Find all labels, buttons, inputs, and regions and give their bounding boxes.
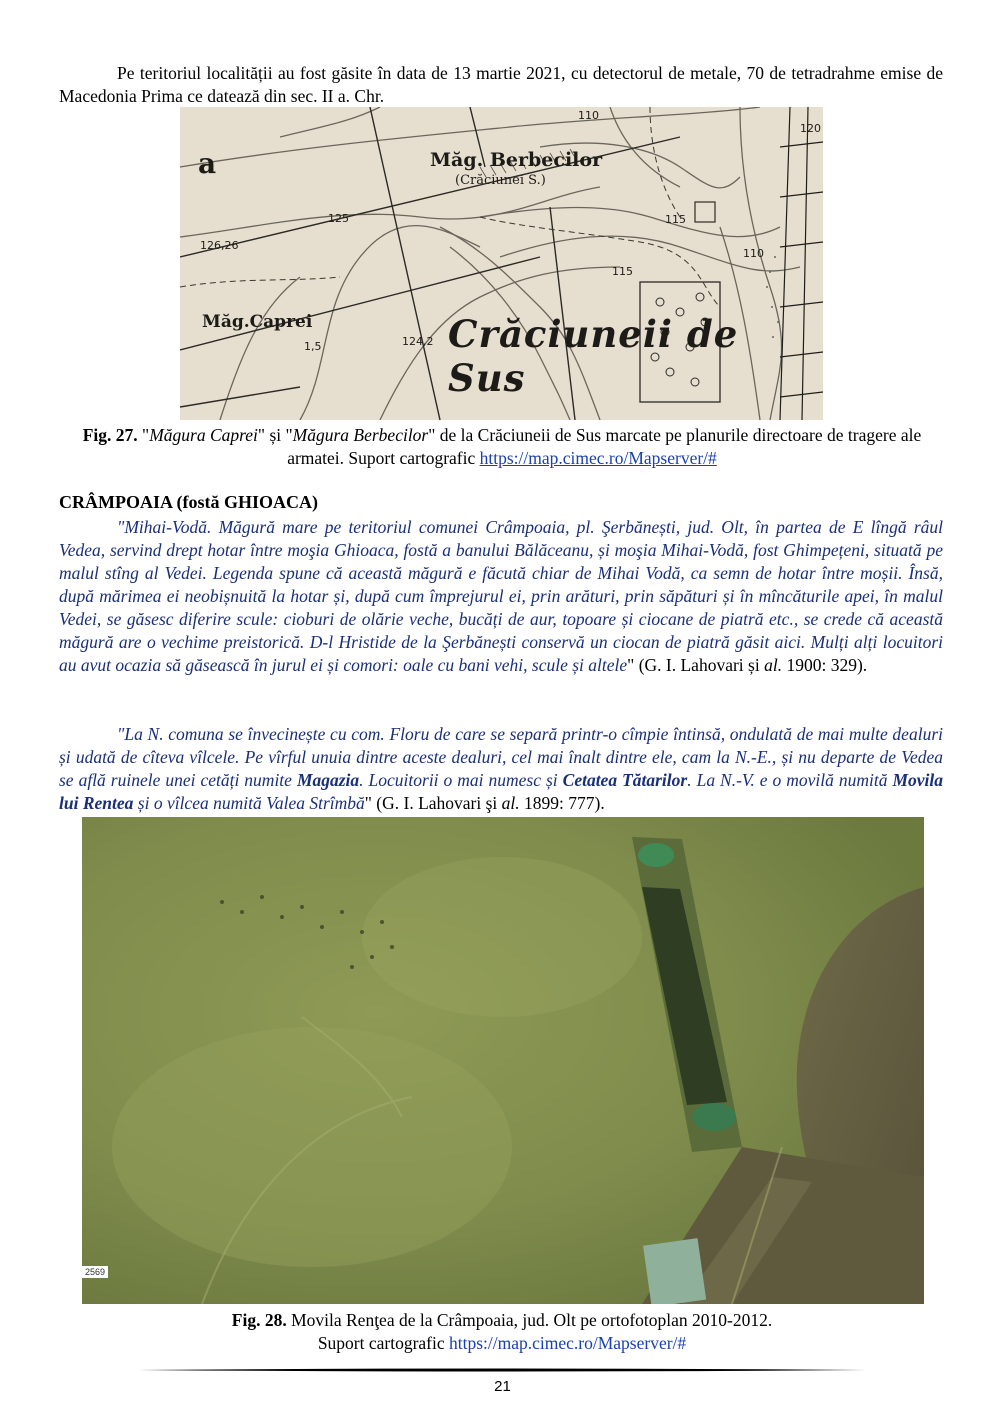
map-elevation-125: 125 — [328, 212, 349, 225]
fig28-source-link[interactable]: https://map.cimec.ro/Mapserver/# — [449, 1333, 687, 1353]
quote1-text: "Mihai-Vodă. Măgură mare pe teritoriul comunei Crâmpoaia, pl. Şerbănești, jud. Olt, în partea de E lîngă râul Vedea, servind drept hotar între moşia Ghioaca, fostă a banului Bălăceanu, și moşia Mihai-Vodă, fost Ghimpețeni, situată pe malul stîng al Vedei. Legenda spune că această măgură e făcută chiar de Mihai Vodă, ca semn de hotar între moșii. Însă, după mărimea ei neobișnuită la hotar și, după cum împrejurul ei, prin arături, prin săpături și în mîncăturile apei, în malul Vedei, se găsesc diferire scule: cioburi de olărie veche, bucăți de aur, topoare și ciocane de piatră etc., se crede că această măgură are o vechime preistorică. D-l Hristide de la Şerbănești conservă un ciocan de piatră găsit aici. Mulți alți locuitori au avut ocazia să găsească în jurul ei și comori: oale cu bani vehi, scule și altele — [59, 517, 943, 675]
section-heading: CRÂMPOAIA (fostă GHIOACA) — [59, 492, 318, 512]
cite2-b: 1899: 777). — [519, 793, 605, 813]
fig27-q2: Măgura Berbecilor — [292, 425, 429, 445]
map-elevation-110b: 110 — [743, 247, 764, 260]
photo-id-label: 2569 — [82, 1266, 108, 1278]
quote2-c: . La N.-V. e o movilă numită — [687, 770, 893, 790]
quote-paragraph-2 — [59, 723, 943, 815]
aerial-photo — [82, 817, 924, 1304]
map-label-craciuneii-de-sus: Crăciuneii de Sus — [448, 312, 739, 400]
fig28-caption-text: Movila Renţea de la Crâmpoaia, jud. Olt pe ortofotoplan 2010-2012. — [286, 1310, 773, 1330]
intro-paragraph: Pe teritoriul localității au fost găsite în data de 13 martie 2021, cu detectorul de metale, 70 de tetradrahme emise de Macedonia Prima ce datează din sec. II a. Chr. — [59, 63, 943, 106]
cite1-b: 1900: 329). — [782, 655, 868, 675]
cite1-a: " (G. I. Lahovari și — [627, 655, 765, 675]
fig28-label: Fig. 28. — [231, 1310, 287, 1330]
quote2-cetatea: Cetatea Tătarilor — [562, 770, 688, 790]
cite2-al: al. — [501, 793, 520, 813]
quote2-a: "La N. comuna se învecinește cu com. Floru de care se separă printr-o cîmpie întinsă, ondulată de mai multe dealuri și udată de cîteva vîlcele. Pe vîrful unuia dintre aceste dealuri, cel mai înalt dintre ele, cam la N.-E., și nu departe de Vedea se află ruinele unei cetăți numite — [59, 724, 943, 790]
quote-paragraph-1 — [59, 516, 943, 677]
fig27-caption — [60, 424, 944, 470]
fig27-label: Fig. 27. — [82, 425, 138, 445]
map-elevation-126: 126,26 — [200, 239, 239, 252]
quote2-b: . Locuitorii o mai numesc și — [359, 770, 563, 790]
map-label-letter-a: a — [198, 147, 217, 180]
quote2-d: și o vîlcea numită Valea Strîmbă — [133, 793, 365, 813]
fig27-and: " și " — [257, 425, 293, 445]
fig28-caption — [60, 1309, 944, 1355]
cite1-al: al. — [764, 655, 783, 675]
map-label-craciunei-paren: (Crăciunei S.) — [455, 173, 546, 188]
map-elevation-115b: 115 — [612, 265, 633, 278]
map-elevation-120: 120 — [800, 122, 821, 135]
quote2-movila: Movila lui Rentea — [59, 770, 943, 813]
map-elevation-1: 1,5 — [304, 340, 322, 353]
map-elevation-124: 124,2 — [402, 335, 434, 348]
map-elevation-110: 110 — [578, 109, 599, 122]
map-label-mag-caprei: Măg.Caprei — [202, 312, 313, 332]
map-label-mag-berbecilor: Măg. Berbecilor — [430, 149, 603, 171]
historical-map — [180, 107, 823, 420]
footer-rule — [138, 1368, 866, 1372]
fig27-source-link[interactable]: https://map.cimec.ro/Mapserver/# — [479, 448, 717, 468]
cite2-a: " (G. I. Lahovari şi — [364, 793, 502, 813]
fig27-q1: Măgura Caprei — [149, 425, 258, 445]
fig27-quote-open: " — [142, 425, 150, 445]
map-elevation-115: 115 — [665, 213, 686, 226]
quote2-magazia: Magazia — [296, 770, 360, 790]
aerial-photo-drawing — [82, 817, 924, 1304]
page-number: 21 — [494, 1378, 511, 1395]
fig28-caption-line2: Suport cartografic — [317, 1333, 450, 1353]
fig27-caption-rest: " de la Crăciuneii de Sus marcate pe planurile directoare de tragere ale armatei. Suport cartografic — [287, 425, 922, 468]
